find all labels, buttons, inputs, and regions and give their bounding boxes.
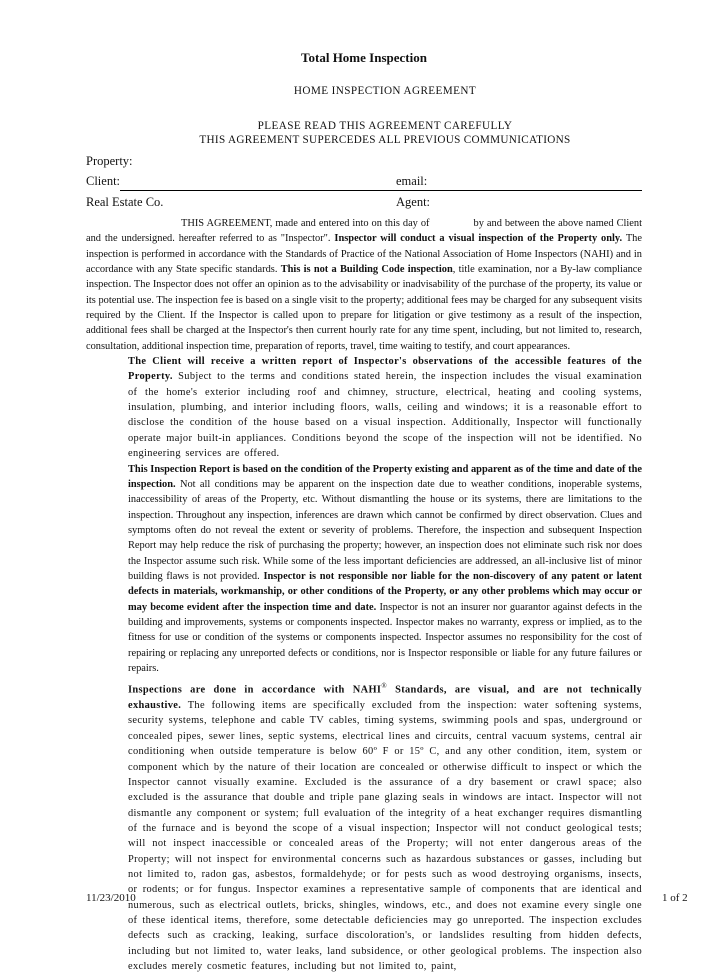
report-text: Subject to the terms and conditions stated herein, the inspection includes the visual examination of the home's exterior including roof and chimney, structure, electrical, heating and cooling systems, insulation, plumbing, and interior including floors, walls, ceiling and windows; it is a reasonable effort to disclose the condition of the house based on a visual inspection. Additionally, Inspector will functionally operate major built-in appliances. Conditions beyond the scope of the inspection will not be identified. No engineering services are offered. <box>128 371 642 460</box>
registered-mark: ® <box>381 682 387 691</box>
footer-page-number: 1 of 2 <box>662 892 688 904</box>
intro-opening-2: by and between the above named Client and the undersigned. hereafter referred to as "Inspector". <box>86 218 642 245</box>
limitations-bold-condition: This Inspection Report is based on the condition of the Property existing and apparent as of the time and date of the inspection. <box>128 463 642 490</box>
client-email-underline <box>120 190 642 191</box>
report-bold: The Client will receive a written report of Inspector's observations of the accessible features of the Property. <box>128 356 642 383</box>
exclusions-bold-b: Standards, are visual, and are not technically exhaustive. <box>128 684 642 712</box>
paragraph-limitations <box>86 462 642 677</box>
exclusions-text: The following items are specifically excluded from the inspection: water softening systems, security systems, telephone and cable TV cables, timing systems, swimming pools and spas, underground or concealed pipes, sewer lines, septic systems, electrical lines and circuits, central vacuum systems, central air conditioning when outside temperature is below 60º F or 15º C, and any other condition, item, system or component which by the nature of their location are concealed or otherwise difficult to inspect or which the Inspector cannot visually examine. Excluded is the assurance of a dry basement or crawl space; also excluded is the assurance that double and triple pane glazing seals in windows are intact. Inspector will not dismantle any component or system; full evaluation of the integrity of a heat exchanger requires dismantling of the furnace and is beyond the scope of a visual inspection; Inspector will not conduct geological tests; will not inspect inaccessible or concealed areas of the Property; will not enter dangerous areas of the Property; will not inspect for environmental concerns such as hazardous substances or gasses, including but not limited to, radon gas, asbestos, formaldehyde; or for pests such as wood destroying organisms, insects, or rodents; or for fungus. Inspector examines a representative sample of components that are identical and numerous, such as electrical outlets, bricks, shingles, windows, etc., and does not examine every single one of these identical items, therefore, some detectable deficiencies may go unreported. The inspection excludes defects such as cracking, leaking, surface discoloration's, or landslides resulting from hidden defects, including but not limited to, water leaks, land subsidence, or other geological problems. The inspection also excludes merely cosmetic features, including but not limited to, paint, <box>128 700 643 972</box>
intro-bold-building-code: This is not a Building Code inspection <box>280 264 453 276</box>
footer-date: 11/23/2010 <box>86 892 136 904</box>
paragraph-exclusions <box>86 679 642 974</box>
exclusions-bold-a: Inspections are done in accordance with NAHI <box>128 684 382 696</box>
notice-read-carefully: PLEASE READ THIS AGREEMENT CAREFULLY <box>257 120 513 132</box>
intro-standards: The inspection is performed in accordance with the Standards of Practice of the National Association of Home Inspectors (NAHI) and in accordance with any State specific standards. <box>86 233 642 276</box>
notice-supercedes: THIS AGREEMENT SUPERCEDES ALL PREVIOUS COMMUNICATIONS <box>199 134 571 146</box>
intro-opening: THIS AGREEMENT, made and entered into on this day of <box>181 218 430 229</box>
property-label: Property: <box>86 154 133 168</box>
intro-bold-visual: Inspector will conduct a visual inspection of the Property only. <box>334 233 623 245</box>
email-label: email: <box>396 174 428 188</box>
paragraph-report <box>86 354 642 461</box>
agent-label: Agent: <box>396 195 431 209</box>
company-title: Total Home Inspection <box>301 50 427 65</box>
real-estate-label: Real Estate Co. <box>86 195 164 209</box>
agreement-body <box>86 216 642 974</box>
intro-scope: , title examination, nor a By-law compliance inspection. The Inspector does not offer an opinion as to the advisability or inadvisability of the purchase of the property, its value or its potential use. The inspection fee is based on a single visit to the property; additional fees may be charged for any subsequent visits required by the Client. If the Inspector is called upon to prepare for litigation or give testimony as a result of the inspection, additional fees shall be charged at the Inspector's then current hourly rate for any time spent, including, but not limited to, research, consultation, additional inspection time, preparation of reports, travel, time waiting to testify, and court appearances. <box>86 264 642 352</box>
limitations-text-2: Inspector is not an insurer nor guarantor against defects in the building and improvements, systems or components inspected. Inspector makes no warranty, express or implied, as to the fitness for use or condition of the systems or components inspected. Inspector assumes no responsibility for the cost of repairing or replacing any unreported defects or conditions, nor is Inspector responsible or liable for any future failures or repairs. <box>128 601 642 674</box>
limitations-text: Not all conditions may be apparent on the inspection date due to weather conditions, inoperable systems, inaccessibility of areas of the Property, etc. Without dismantling the house or its systems, there are limitations to the inspection. Throughout any inspection, inferences are drawn which cannot be confirmed by direct observation. Clues and symptoms often do not reveal the extent or severity of problems. Therefore, the inspection and subsequent Inspection Report may help reduce the risk of purchasing the property; however, an inspection does not eliminate such risk nor does the Inspector assume such risk. While some of the less important deficiencies are addressed, an all-inclusive list of minor building flaws is not provided. <box>128 478 642 582</box>
client-label: Client: <box>86 174 121 188</box>
paragraph-intro <box>86 216 642 354</box>
document-title: HOME INSPECTION AGREEMENT <box>293 85 477 97</box>
limitations-bold-liability: Inspector is not responsible nor liable for the non-discovery of any patent or latent defects in materials, workmanship, or other conditions of the Property, or any other problems which may occur or may become evident after the inspection time and date. <box>128 570 643 613</box>
